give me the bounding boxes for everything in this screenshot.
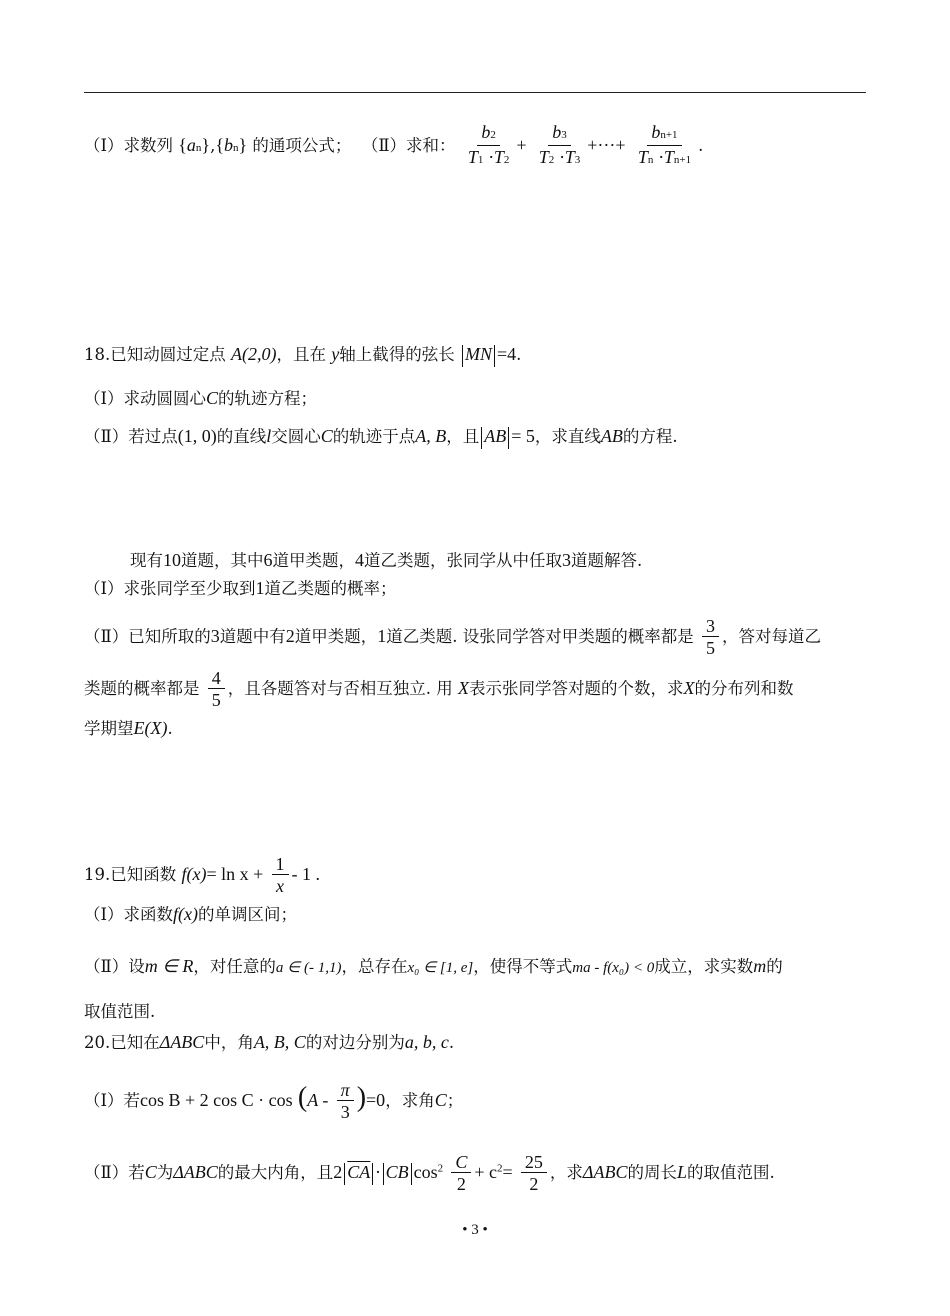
page-number: • 3 • xyxy=(462,1222,488,1238)
q18-part2: （Ⅱ）若过点(1, 0)的直线l交圆心C的轨迹于点A, B，且 AB = 5，求直线AB的方程. xyxy=(84,424,678,449)
q17-parts-line: （Ⅰ）求数列 {an},{bn} 的通项公式； （Ⅱ）求和： $\frac{b2}{T1 \cdot T2}$ + $\frac{b3}{T2 \cdot T3}$ +···+ $\frac{bn+1}{Tn \cdot Tn+1}$ . xyxy=(84,122,703,171)
q20-part2: （Ⅱ）若C为ΔABC的最大内角，且2 $\overline{CA}$ · CB $\cos^2$ $\frac{C}{2}$ + $c^2=$ $\frac{25}{2}$ ，求ΔABC的周长L的取值范围. xyxy=(84,1152,775,1194)
prob-line4: 学期望E(X). xyxy=(84,718,173,738)
sum-term-n: $\frac{bn+1}{Tn \cdot Tn+1}$ xyxy=(637,122,692,167)
q20-stem: 20.已知在ΔABC中，角A, B, C的对边分别为a, b, c. xyxy=(84,1032,455,1052)
prob-line3: 类题的概率都是 $\frac{4}{5}$ ，且各题答对与否相互独立. 用 X表示张同学答对题的个数，求X的分布列和数 xyxy=(84,668,794,710)
header-rule xyxy=(84,92,866,93)
prob-part1: （Ⅰ）求张同学至少取到1道乙类题的概率； xyxy=(84,578,397,598)
prob-stem: 现有10道题，其中6道甲类题，4道乙类题，张同学从中任取3道题解答. xyxy=(130,550,643,570)
q19-part1: （Ⅰ）求函数f(x)的单调区间； xyxy=(84,904,298,924)
q19-part2: （Ⅱ）设m ∈ R，对任意的a ∈ (- 1,1)，总存在x₀ ∈ [1, e]，使得不等式ma - f(x₀) < 0成立，求实数m的 xyxy=(84,956,783,976)
q19-line3: 取值范围. xyxy=(84,1002,156,1021)
q18-part1: （Ⅰ）求动圆圆心C的轨迹方程； xyxy=(84,388,318,408)
sum-term-2: $\frac{b3}{T2 \cdot T3}$ xyxy=(538,122,581,167)
q19-stem: 19.已知函数 f(x)= ln x + $\frac{1}{x}$ - 1 . xyxy=(84,854,321,896)
prob-part2: （Ⅱ）已知所取的3道题中有2道甲类题，1道乙类题. 设张同学答对甲类题的概率都是 $\frac{3}{5}$ ，答对每道乙 xyxy=(84,616,821,658)
sum-term-1: $\frac{b2}{T1 \cdot T2}$ xyxy=(467,122,510,167)
q20-part1: （Ⅰ）若cos B + 2 cos C · cos (A - $\frac{\pi}{3}$ )=0，求角C； xyxy=(84,1080,464,1122)
q18-stem: 18.已知动圆过定点 A(2,0)，且在 y轴上截得的弦长 MN =4. xyxy=(84,342,521,367)
